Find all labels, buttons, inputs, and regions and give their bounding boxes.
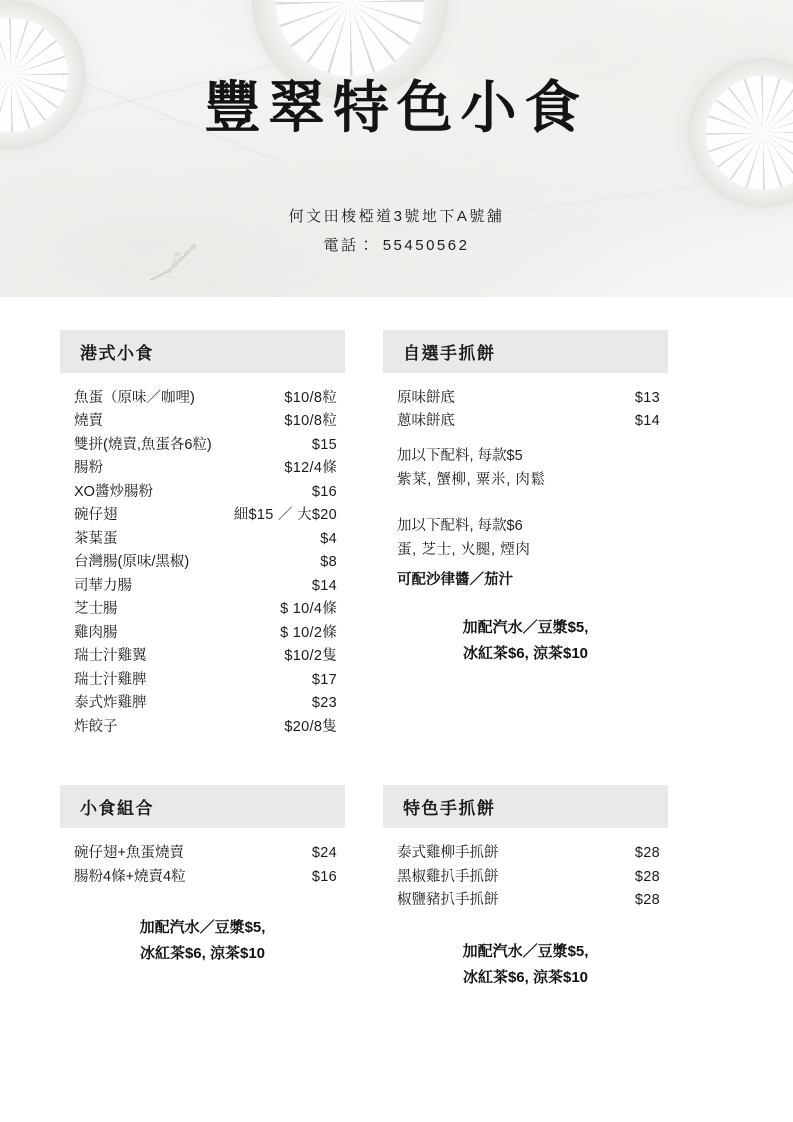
item-name: 椒鹽豬扒手抓餅 (397, 892, 499, 909)
menu-item-row (397, 387, 660, 410)
topping-note-list: 蛋, 芝士, 火腿, 煙肉 (397, 542, 531, 559)
menu-item-row (74, 842, 337, 865)
item-price: $15 (311, 436, 337, 453)
item-price: $8 (320, 554, 337, 571)
section-special-pancake (383, 785, 668, 991)
item-price: $10/8粒 (284, 390, 337, 406)
contact-block (0, 203, 793, 260)
item-price: $14 (634, 413, 660, 430)
section-hk-snacks (60, 330, 345, 739)
menu-item-row (74, 551, 337, 574)
item-name: 芝士腸 (74, 601, 118, 618)
section-title: 特色手抓餅 (403, 799, 496, 819)
shop-phone: 電話： 55450562 (323, 236, 470, 254)
topping-note-lead: 加以下配料, 每款$6 (397, 518, 523, 535)
note-gap (383, 492, 668, 504)
sauce-note: 可配沙律醬／茄汁 (397, 572, 513, 589)
drink-addon-line-2: 冰紅茶$6, 涼茶$10 (462, 645, 589, 663)
section-header (383, 785, 668, 828)
item-name: 司華力腸 (74, 577, 132, 594)
menu-item-row (74, 528, 337, 551)
item-price: $10/2隻 (284, 648, 337, 665)
title-block (0, 78, 793, 140)
item-price: $28 (634, 845, 660, 862)
item-name: 炸餃子 (74, 718, 118, 735)
topping-note-lead: 加以下配料, 每款$5 (397, 447, 523, 464)
item-name: 瑞士汁雞脾 (74, 671, 147, 688)
topping-note-list: 紫菜, 蟹柳, 粟米, 肉鬆 (397, 472, 546, 489)
menu-item-row (74, 598, 337, 621)
menu-item-row (74, 410, 337, 433)
menu-item-row (74, 669, 337, 692)
menu-item-row (397, 410, 660, 433)
section-header (60, 785, 345, 828)
item-name: 原味餅底 (397, 390, 455, 406)
item-list (60, 828, 345, 889)
item-price: 細$15 ／ 大$20 (233, 507, 337, 524)
drink-addon-line-1: 加配汽水／豆漿$5, (139, 919, 266, 937)
item-name: 魚蛋（原味／咖哩) (74, 390, 195, 406)
menu-item-row (74, 716, 337, 739)
item-price: $14 (311, 577, 337, 594)
item-price: $17 (311, 671, 337, 688)
item-price: $10/8粒 (284, 413, 337, 430)
item-price: $ 10/4條 (280, 601, 337, 618)
drink-addon-line-1: 加配汽水／豆漿$5, (462, 619, 589, 637)
menu-item-row (74, 387, 337, 410)
drink-addon-line-1: 加配汽水／豆漿$5, (462, 942, 589, 960)
row-gap (60, 739, 733, 785)
menu-item-row (74, 481, 337, 504)
menu-item-row (74, 575, 337, 598)
menu-item-row (74, 622, 337, 645)
menu-item-row (74, 645, 337, 668)
section-header (383, 330, 668, 373)
menu-item-row (74, 434, 337, 457)
item-list (383, 373, 668, 434)
item-name: 茶葉蛋 (74, 530, 118, 547)
drink-addon-note (60, 889, 345, 968)
section-snack-combo (60, 785, 345, 967)
item-price: $28 (634, 892, 660, 909)
section-title: 港式小食 (80, 344, 154, 363)
item-name: 泰式雞柳手抓餅 (397, 845, 499, 862)
item-name: 腸粉 (74, 460, 103, 477)
menu-item-row (397, 842, 660, 865)
header-banner (0, 0, 793, 297)
section-title: 小食組合 (80, 799, 154, 819)
drink-addon-note (383, 589, 668, 668)
menu-column-right-top (383, 330, 668, 739)
page-title: 豐翠特色小食 (204, 76, 589, 141)
item-price: $16 (311, 483, 337, 500)
item-list (60, 373, 345, 739)
menu-item-row (74, 504, 337, 527)
item-name: 雙拼(燒賣,魚蛋各6粒) (74, 436, 212, 453)
item-price: $28 (634, 868, 660, 885)
item-price: $20/8隻 (284, 718, 337, 735)
item-name: 碗仔翅+魚蛋燒賣 (74, 845, 184, 862)
item-price: $4 (320, 530, 337, 547)
topping-note-group-1 (383, 434, 668, 492)
drink-addon-note (383, 913, 668, 992)
item-name: 台灣腸(原味/黑椒) (74, 554, 190, 571)
section-header (60, 330, 345, 373)
section-diy-pancake (383, 330, 668, 668)
item-price: $24 (311, 845, 337, 862)
menu-item-row (397, 866, 660, 889)
menu-item-row (397, 889, 660, 912)
menu-column-right-bottom (383, 785, 668, 991)
menu-item-row (74, 457, 337, 480)
section-title: 自選手抓餅 (403, 344, 496, 363)
item-name: 燒賣 (74, 413, 103, 430)
menu-item-row (74, 692, 337, 715)
menu-item-row (74, 866, 337, 889)
item-name: XO醬炒腸粉 (74, 483, 153, 500)
item-price: $12/4條 (284, 460, 337, 477)
item-name: 黑椒雞扒手抓餅 (397, 868, 499, 885)
topping-note-group-2 (383, 504, 668, 562)
item-list (383, 828, 668, 912)
item-price: $23 (311, 695, 337, 712)
menu-column-left-top (60, 330, 345, 739)
item-name: 泰式炸雞脾 (74, 695, 147, 712)
menu-column-left-bottom (60, 785, 345, 991)
item-name: 碗仔翅 (74, 507, 118, 524)
item-name: 腸粉4條+燒賣4粒 (74, 868, 186, 885)
item-price: $16 (311, 868, 337, 885)
item-price: $13 (634, 390, 660, 406)
item-name: 瑞士汁雞翼 (74, 648, 147, 665)
menu-body (0, 330, 793, 991)
item-name: 蔥味餅底 (397, 413, 455, 430)
item-name: 雞肉腸 (74, 624, 118, 641)
drink-addon-line-2: 冰紅茶$6, 涼茶$10 (462, 968, 589, 986)
item-price: $ 10/2條 (280, 624, 337, 641)
shop-address: 何文田梭椏道3號地下A號舖 (288, 208, 505, 225)
drink-addon-line-2: 冰紅茶$6, 涼茶$10 (139, 945, 266, 963)
menu-grid (60, 330, 733, 991)
